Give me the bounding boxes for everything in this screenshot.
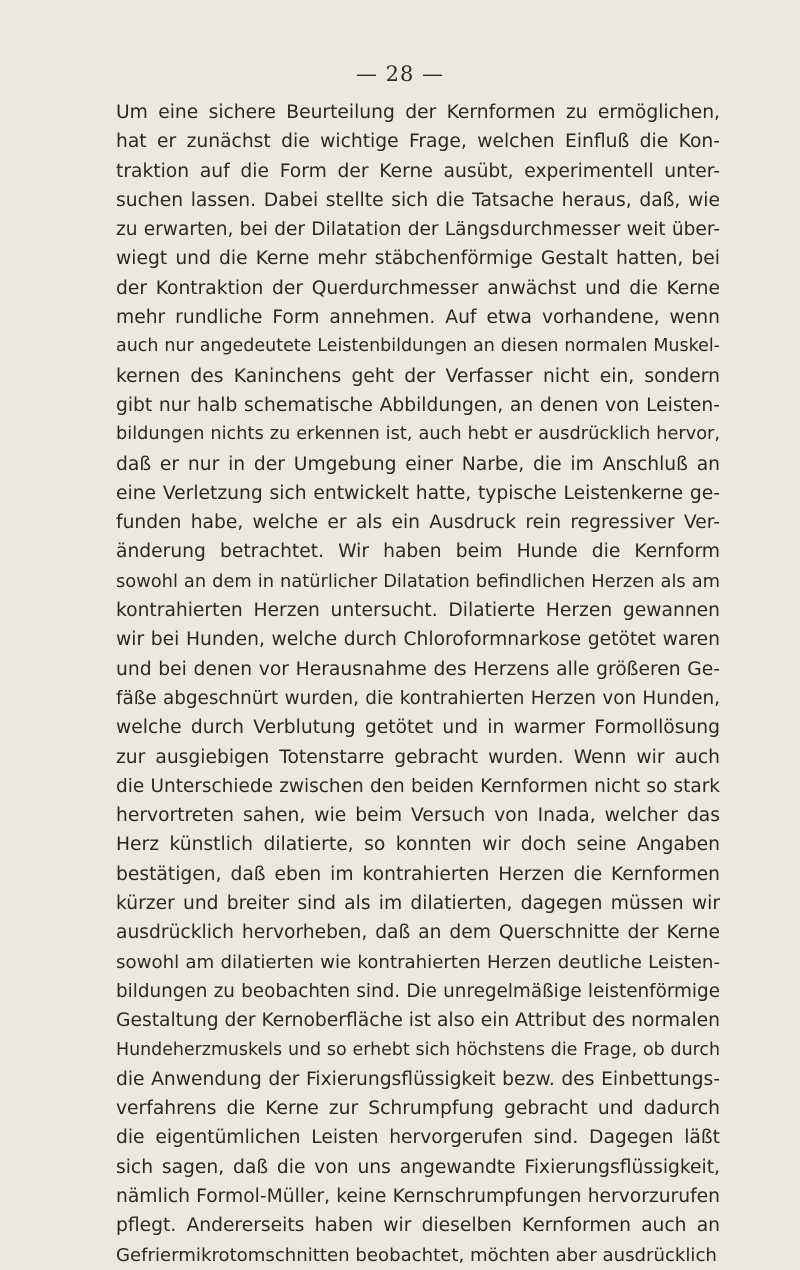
text-line: daß er nur in der Umgebung einer Narbe, die im Anschluß an <box>116 453 720 475</box>
text-line: verfahrens die Kerne zur Schrumpfung gebracht und dadurch <box>116 1098 720 1120</box>
text-line: eine Verletzung sich entwickelt hatte, typische Leistenkerne ge- <box>116 482 720 504</box>
text-line: bildungen nichts zu erkennen ist, auch hebt er ausdrücklich hervor, <box>116 424 720 445</box>
text-line: bestätigen, daß eben im kontrahierten Herzen die Kernformen <box>116 863 720 885</box>
text-line: Herz künstlich dilatierte, so konnten wir doch seine Angaben <box>116 834 720 856</box>
text-line: auch nur angedeutete Leistenbildungen an diesen normalen Muskel- <box>116 336 720 357</box>
text-line: mehr rundliche Form annehmen. Auf etwa vorhandene, wenn <box>116 307 720 329</box>
text-line: kontrahierten Herzen untersucht. Dilatierte Herzen gewannen <box>116 600 720 622</box>
text-line: die Anwendung der Fixierungsflüssigkeit bezw. des Einbettungs- <box>116 1068 720 1090</box>
text-line: suchen lassen. Dabei stellte sich die Tatsache heraus, daß, wie <box>116 189 720 211</box>
text-line: wir bei Hunden, welche durch Chloroformnarkose getötet waren <box>116 629 720 651</box>
text-line: kürzer und breiter sind als im dilatierten, dagegen müssen wir <box>116 893 720 915</box>
text-line: die eigentümlichen Leisten hervorgerufen sind. Dagegen läßt <box>116 1127 720 1149</box>
text-line: hat er zunächst die wichtige Frage, welchen Einfluß die Kon- <box>116 131 720 153</box>
text-line: sich sagen, daß die von uns angewandte Fixierungsflüssigkeit, <box>116 1156 720 1178</box>
text-line: ausdrücklich hervorheben, daß an dem Querschnitte der Kerne <box>116 922 720 944</box>
text-line: der Kontraktion der Querdurchmesser anwächst und die Kerne <box>116 277 720 299</box>
text-line: Um eine sichere Beurteilung der Kernformen zu ermöglichen, <box>116 102 720 123</box>
text-line: Gestaltung der Kernoberfläche ist also ein Attribut des normalen <box>116 1010 720 1032</box>
text-line: gibt nur halb schematische Abbildungen, an denen von Leisten- <box>116 394 720 416</box>
page-number: — 28 — <box>355 62 445 86</box>
text-line: pflegt. Andererseits haben wir dieselben Kernformen auch an <box>116 1215 720 1237</box>
text-line: Hundeherzmuskels und so erhebt sich höchstens die Frage, ob durch <box>116 1039 720 1060</box>
text-line: kernen des Kaninchens geht der Verfasser nicht ein, sondern <box>116 365 720 387</box>
text-line: welche durch Verblutung getötet und in warmer Formollösung <box>116 717 720 739</box>
text-line: sowohl an dem in natürlicher Dilatation befindlichen Herzen als am <box>116 570 720 592</box>
text-line: und bei denen vor Herausnahme des Herzens alle größeren Ge- <box>116 658 720 680</box>
text-line: funden habe, welche er als ein Ausdruck rein regressiver Ver- <box>116 512 720 534</box>
text-line: Gefriermikrotomschnitten beobachtet, möchten aber ausdrücklich <box>116 1244 717 1266</box>
text-line: zur ausgiebigen Totenstarre gebracht wurden. Wenn wir auch <box>116 746 720 768</box>
text-line: sowohl am dilatierten wie kontrahierten Herzen deutliche Leisten- <box>116 951 720 973</box>
text-line: fäße abgeschnürt wurden, die kontrahierten Herzen von Hunden, <box>116 687 720 709</box>
body-text <box>116 98 720 1270</box>
text-line: hervortreten sahen, wie beim Versuch von Inada, welcher das <box>116 805 720 827</box>
text-line: wiegt und die Kerne mehr stäbchenförmige Gestalt hatten, bei <box>116 248 720 270</box>
text-line: bildungen zu beobachten sind. Die unregelmäßige leistenförmige <box>116 980 720 1002</box>
text-line: änderung betrachtet. Wir haben beim Hunde die Kernform <box>116 541 720 563</box>
text-line: die Unterschiede zwischen den beiden Kernformen nicht so stark <box>116 775 720 797</box>
text-line: traktion auf die Form der Kerne ausübt, experimentell unter- <box>116 160 720 182</box>
text-line: nämlich Formol-Müller, keine Kernschrumpfungen hervorzurufen <box>116 1185 720 1207</box>
text-line: zu erwarten, bei der Dilatation der Längsdurchmesser weit über- <box>116 219 720 241</box>
